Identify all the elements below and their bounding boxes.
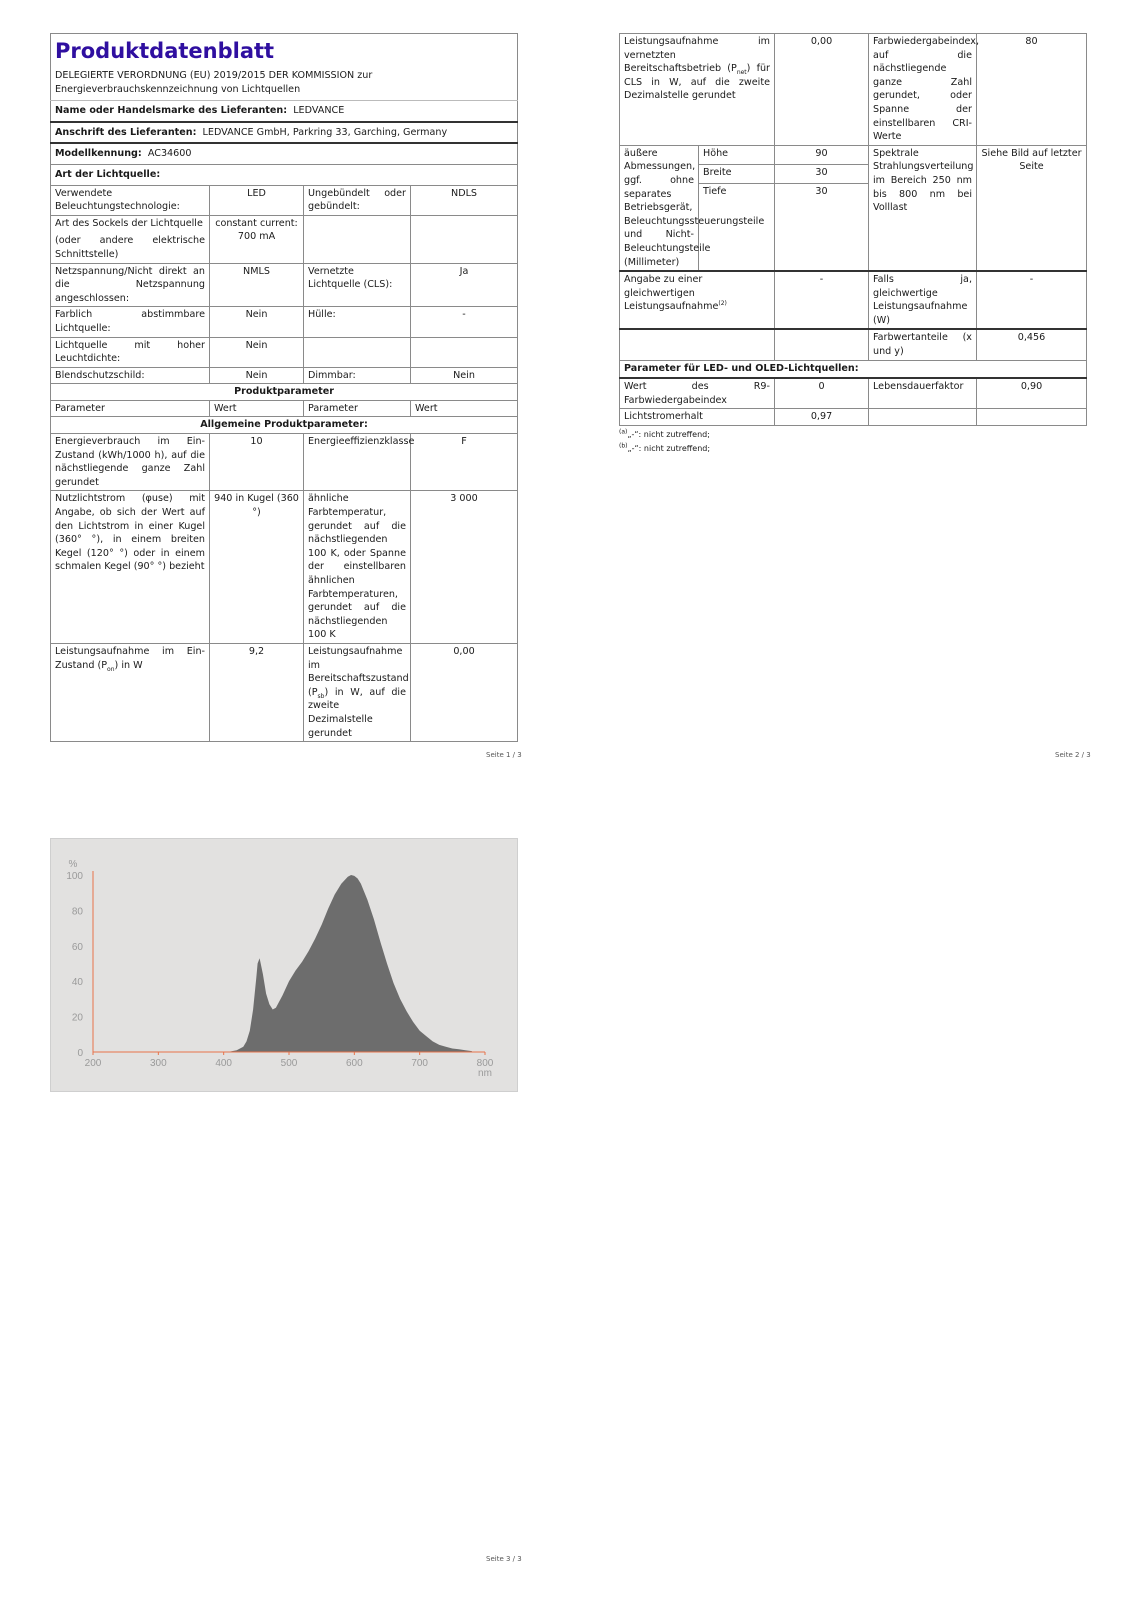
address-label: Anschrift des Lieferanten: <box>55 126 197 138</box>
page-2 <box>619 33 1087 456</box>
glare-label: Blendschutzschild: <box>51 367 210 384</box>
cls-value: Ja <box>411 263 518 307</box>
page-title: Produktdatenblatt <box>55 39 275 63</box>
height-value: 90 <box>775 145 869 164</box>
spectral-chart-svg <box>51 839 517 1091</box>
r9-value: 0 <box>775 378 869 409</box>
highlum-value: Nein <box>210 337 304 367</box>
equiv-value: - <box>775 271 869 329</box>
depth-label: Tiefe <box>699 184 775 272</box>
spd-label: Spektrale Strahlungsverteilung im Bereich 250 nm bis 800 nm bei Volllast <box>869 145 977 271</box>
address-value: LEDVANCE GmbH, Parkring 33, Garching, Germany <box>202 126 448 138</box>
model-value: AC34600 <box>147 148 192 160</box>
envelope-value: - <box>411 307 518 337</box>
pnet-value: 0,00 <box>775 34 869 146</box>
socket-value: constant current: 700 mA <box>210 215 304 263</box>
bundled-label: Ungebündelt oder gebündelt: <box>304 185 411 215</box>
pnet-subscript: net <box>736 69 747 77</box>
pon-label <box>51 643 210 741</box>
x-tick-label: 500 <box>280 1058 298 1069</box>
ifyes-label: Falls ja, gleichwertige Leistungsaufnahme (W) <box>869 271 977 329</box>
mains-label: Netzspannung/Nicht direkt an die Netzspannung angeschlossen: <box>51 263 210 307</box>
chroma-value: 0,456 <box>977 329 1087 361</box>
y-tick-label: 80 <box>71 906 83 918</box>
dimm-label: Dimmbar: <box>304 367 411 384</box>
maint-value: 0,97 <box>775 409 869 426</box>
product-params-heading: Produktparameter <box>51 384 518 401</box>
supplier-label: Name oder Handelsmarke des Lieferanten: <box>55 105 288 117</box>
x-tick-label: 800 <box>476 1058 494 1069</box>
x-tick-label: 600 <box>345 1058 363 1069</box>
led-params-heading: Parameter für LED- und OLED-Lichtquellen: <box>620 361 1087 378</box>
equiv-label-text: Angabe zu einer gleichwertigen Leistungsaufnahme <box>624 274 719 313</box>
x-tick-label: 700 <box>411 1058 429 1069</box>
eclass-value: F <box>411 434 518 491</box>
chroma-label: Farbwertanteile (x und y) <box>869 329 977 361</box>
cls-label: Vernetzte Lichtquelle (CLS): <box>304 263 411 307</box>
psb-value: 0,00 <box>411 643 518 741</box>
page-1 <box>50 33 518 742</box>
psb-subscript: sb <box>317 692 325 700</box>
col-value-1: Wert <box>210 400 304 417</box>
type-heading: Art der Lichtquelle: <box>51 164 518 185</box>
bundled-value: NDLS <box>411 185 518 215</box>
energy-label: Energieverbrauch im Ein-Zustand (kWh/1000 h), auf die nächstliegende ganze Zahl gerundet <box>51 434 210 491</box>
psb-label-text: Leistungsaufnahme im Bereitschaftszustand (P <box>308 645 409 698</box>
cri-value: 80 <box>977 34 1087 146</box>
y-tick-label: 0 <box>77 1048 83 1059</box>
pnet-label-unit: ) für CLS in W, auf die zweite Dezimalstelle gerundet <box>624 63 770 102</box>
width-value: 30 <box>775 164 869 183</box>
spectrum-area <box>224 875 472 1052</box>
psb-label <box>304 643 411 741</box>
cct-value: 3 000 <box>411 491 518 644</box>
socket-label-line2: (oder andere elektrische Schnittstelle) <box>55 235 205 260</box>
r9-label: Wert des R9-Farbwiedergabeindex <box>620 378 775 409</box>
pon-label-unit: ) in W <box>114 659 143 671</box>
x-axis-unit: nm <box>478 1068 492 1079</box>
col-param-2: Parameter <box>304 400 411 417</box>
depth-value: 30 <box>775 184 869 272</box>
footnote-a-text: „-“: nicht zutreffend; <box>627 429 710 439</box>
flux-value: 940 in Kugel (360 °) <box>210 491 304 644</box>
footnote-b-text: „-“: nicht zutreffend; <box>627 443 711 453</box>
x-tick-label: 300 <box>149 1058 167 1069</box>
maint-label: Lichtstromerhalt <box>620 409 775 426</box>
cct-label: ähnliche Farbtemperatur, gerundet auf die nächstliegenden 100 K, oder Spanne der einstellbaren ähnlichen Farbtemperaturen, gerundet auf die nächstliegenden 100 K <box>304 491 411 644</box>
cri-label: Farbwiedergabeindex, auf die nächstliegende ganze Zahl gerundet, oder Spanne der einstellbaren CRI-Werte <box>869 34 977 146</box>
tunable-label: Farblich abstimmbare Lichtquelle: <box>51 307 210 337</box>
envelope-label: Hülle: <box>304 307 411 337</box>
chroma-empty-1 <box>620 329 775 361</box>
y-tick-label: 60 <box>71 941 83 953</box>
height-label: Höhe <box>699 145 775 164</box>
equiv-label <box>620 271 775 329</box>
supplier-value: LEDVANCE <box>293 105 345 117</box>
psb-label-unit: ) in W, auf die zweite Dezimalstelle gerundet <box>308 686 406 739</box>
highlum-label: Lichtquelle mit hoher Leuchtdichte: <box>51 337 210 367</box>
pnet-label <box>620 34 775 146</box>
y-tick-label: 40 <box>71 977 83 989</box>
equiv-superscript: (2) <box>718 300 727 308</box>
spectral-chart <box>50 838 518 1092</box>
dimm-value: Nein <box>411 367 518 384</box>
regulation-subtitle: DELEGIERTE VERORDNUNG (EU) 2019/2015 DER KOMMISSION zur Energieverbrauchskennzeichnung von Lichtquellen <box>55 70 373 95</box>
ifyes-value: - <box>977 271 1087 329</box>
life-value: 0,90 <box>977 378 1087 409</box>
product-data-table-continued <box>619 33 1087 426</box>
tunable-value: Nein <box>210 307 304 337</box>
footnote-a-marker: (a) <box>619 428 628 436</box>
y-tick-label: 20 <box>71 1012 83 1024</box>
page-2-footer: Seite 2 / 3 <box>1055 751 1091 759</box>
footnote-a <box>619 428 1087 442</box>
energy-value: 10 <box>210 434 304 491</box>
eclass-label: Energieeffizienzklasse <box>304 434 411 491</box>
pon-subscript: on <box>107 665 115 673</box>
y-tick-label: 100 <box>66 871 83 882</box>
col-value-2: Wert <box>411 400 518 417</box>
supplier-row <box>51 101 518 122</box>
socket-label-line1: Art des Sockels der Lichtquelle <box>55 217 203 229</box>
footnote-b-marker: (b) <box>619 442 628 450</box>
life-label: Lebensdauerfaktor <box>869 378 977 409</box>
pon-label-text: Leistungsaufnahme im Ein-Zustand (P <box>55 645 205 671</box>
glare-value: Nein <box>210 367 304 384</box>
mains-value: NMLS <box>210 263 304 307</box>
flux-label: Nutzlichtstrom (φuse) mit Angabe, ob sich der Wert auf den Lichtstrom in einer Kugel (360° °), in einem breiten Kegel (120° °) oder in einem schmalen Kegel (90° °) bezieht <box>51 491 210 644</box>
tech-value: LED <box>210 185 304 215</box>
spd-value: Siehe Bild auf letzter Seite <box>977 145 1087 271</box>
width-label: Breite <box>699 164 775 183</box>
model-label: Modellkennung: <box>55 148 142 160</box>
dims-label: äußere Abmessungen, ggf. ohne separates Betriebsgerät, Beleuchtungssteuerungsteile und Nicht-Beleuchtungsteile (Millimeter) <box>620 145 699 271</box>
pon-value: 9,2 <box>210 643 304 741</box>
tech-label: Verwendete Beleuchtungstechnologie: <box>51 185 210 215</box>
general-params-heading: Allgemeine Produktparameter: <box>51 417 518 434</box>
chroma-empty-2 <box>775 329 869 361</box>
footnote-b <box>619 442 1087 456</box>
x-tick-label: 200 <box>84 1058 102 1069</box>
model-row <box>51 143 518 164</box>
page-3-footer: Seite 3 / 3 <box>486 1555 522 1563</box>
col-param-1: Parameter <box>51 400 210 417</box>
socket-label <box>51 215 210 263</box>
y-axis-unit: % <box>68 859 78 870</box>
product-data-table <box>50 33 518 742</box>
page-1-footer: Seite 1 / 3 <box>486 751 522 759</box>
x-tick-label: 400 <box>215 1058 233 1069</box>
pnet-label-text: Leistungsaufnahme im vernetzten Bereitschaftsbetrieb (P <box>624 36 770 75</box>
address-row <box>51 122 518 144</box>
